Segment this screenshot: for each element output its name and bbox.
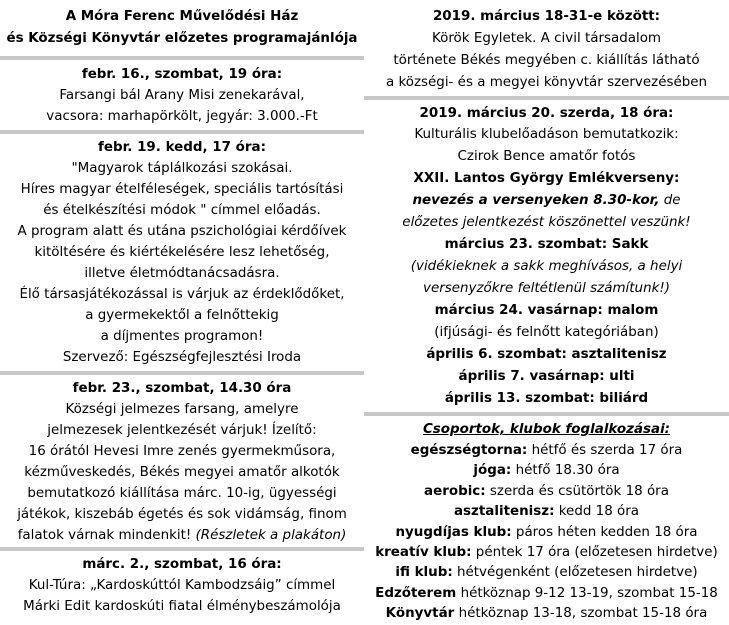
club-name: ifi klub: — [395, 565, 453, 581]
contest-date: április 6. szombat: asztalitenisz — [426, 347, 667, 362]
event-text: Kul-Túra: „Kardoskúttól Kambodzsáig” címmel — [28, 578, 336, 593]
event-text: Híres magyar ételféleségek, speciális tartósítási — [20, 182, 344, 197]
event-date: febr. 19. kedd, 17 óra: — [98, 140, 266, 155]
club-time: hétfő és szerda 17 óra — [527, 443, 683, 458]
contest-date: március 24. vasárnap: malom — [434, 303, 659, 318]
club-time: páros héten kedden 18 óra — [511, 524, 698, 540]
separator — [0, 371, 364, 375]
club-name: jóga: — [473, 463, 512, 479]
event-text: játékok, kiszebáb égetés és sok vidámság, finom — [17, 507, 347, 522]
contest-note-rest: de — [659, 193, 681, 208]
event-text: vacsora: marhapörkölt, jegyár: 3.000.-Ft — [46, 109, 318, 124]
contest-title: XXII. Lantos György Emlékverseny: — [413, 171, 680, 186]
event-text: Kulturális klubelőadáson bemutatkozik: — [414, 127, 679, 142]
club-time: szerda és csütörtök 18 óra — [485, 483, 669, 499]
flyer-title: A Móra Ferenc Művelődési Ház — [65, 9, 299, 24]
event-date: 2019. március 18-31-e között: — [432, 9, 661, 24]
club-item — [364, 502, 729, 522]
contest-note: előzetes jelentkezést köszönettel veszünk! — [402, 215, 691, 230]
club-item — [364, 461, 729, 481]
contest-date: április 13. szombat: biliárd — [444, 391, 649, 406]
event-text: bemutatkozó kiállítása márc. 10-ig, ügyességi — [27, 486, 337, 501]
club-name: aerobic: — [424, 483, 486, 499]
event-text: a díjmentes programon! — [100, 329, 264, 344]
event-text: Czirok Bence amatőr fotós — [457, 149, 636, 164]
event-text: jelmezesek jelentkezését várjuk! Ízelítő: — [47, 423, 317, 438]
contest-date: április 7. vasárnap: ulti — [458, 369, 635, 384]
club-time: hétfő 18.30 óra — [511, 463, 620, 479]
event-text: illetve életmódtanácsadásra. — [84, 266, 280, 281]
event-text: kézműveskedés, Békés megyei amatőr alkotók — [24, 465, 340, 480]
club-item — [364, 604, 729, 624]
contest-note: (ifjúsági- és felnőtt kategóriában) — [434, 325, 659, 340]
event-text: A program alatt és utána pszichológiai kérdőívek — [17, 224, 347, 239]
event-text-plain: falatok várnak mindenkit! — [17, 528, 196, 543]
event-text: és ételkészítési módok " címmel előadás. — [43, 203, 321, 218]
event-text: 16 órától Hevesi Imre zenés gyermekműsora, — [28, 444, 336, 459]
club-name: Könyvtár — [385, 606, 455, 622]
event-text: Községi jelmezes farsang, amelyre — [65, 402, 299, 417]
club-item — [364, 563, 729, 583]
contest-note — [364, 190, 729, 211]
event-date: febr. 23., szombat, 14.30 óra — [72, 381, 292, 396]
club-name: egészségtorna: — [410, 443, 528, 458]
club-time: kedd 18 óra — [554, 504, 640, 520]
event-text: Élő társasjátékozással is várjuk az érdeklődőket, — [19, 287, 345, 302]
flyer-subtitle: és Községi Könyvtár előzetes programajánlója — [6, 31, 358, 46]
event-text: Farsangi bál Arany Misi zenekarával, — [59, 88, 305, 103]
club-item — [364, 584, 729, 604]
contest-date: március 23. szombat: Sakk — [444, 237, 649, 252]
event-text: a gyermekektől a felnőttekig — [85, 308, 279, 323]
club-item — [364, 543, 729, 563]
club-item — [364, 441, 729, 461]
club-time: hétköznap 13-18, szombat 15-18 óra — [454, 606, 708, 622]
event-text: Szervező: Egészségfejlesztési Iroda — [62, 350, 302, 365]
club-name: Edzőterem — [375, 585, 457, 601]
event-text: a községi- és a megyei könyvtár szervezésében — [385, 75, 708, 90]
club-time: hétvégenként (előzetesen hirdetve) — [452, 565, 698, 581]
club-name: nyugdíjas klub: — [395, 524, 512, 540]
event-text: kitöltésére és kiértékelésére lesz lehetőség, — [34, 245, 330, 260]
contest-note-bold: nevezés a versenyeken 8.30-kor, — [412, 193, 660, 208]
event-date: febr. 16., szombat, 19 óra: — [81, 67, 283, 82]
event-date: 2019. március 20. szerda, 18 óra: — [419, 106, 674, 121]
separator — [364, 96, 729, 100]
event-text: Márki Edit kardoskúti fiatal élménybeszámolója — [23, 599, 341, 614]
club-name: asztalitenisz: — [453, 504, 555, 520]
club-time: péntek 17 óra (előzetesen hirdetve) — [471, 545, 718, 560]
club-item — [364, 482, 729, 502]
separator — [364, 412, 729, 416]
event-text: Körök Egyletek. A civil társadalom — [431, 31, 662, 46]
club-name: kreatív klub: — [375, 545, 472, 560]
contest-note: (vidékieknek a sakk meghívásos, a helyi — [410, 259, 683, 274]
event-text — [0, 525, 364, 546]
separator — [0, 56, 364, 60]
event-text: története Békés megyében c. kiállítás látható — [393, 53, 700, 68]
event-note-italic: (Részletek a plakáton) — [195, 528, 347, 543]
club-item — [364, 523, 729, 543]
club-time: hétköznap 9-12 13-19, szombat 15-18 — [456, 585, 718, 601]
separator — [0, 130, 364, 134]
clubs-heading: Csoportok, klubok foglalkozásai: — [422, 422, 671, 437]
contest-note: versenyzőkre feltétlenül számítunk!) — [423, 281, 670, 296]
event-text: "Magyarok táplálkozási szokásai. — [71, 161, 293, 176]
event-date: márc. 2., szombat, 16 óra: — [82, 557, 282, 572]
separator — [0, 547, 364, 551]
